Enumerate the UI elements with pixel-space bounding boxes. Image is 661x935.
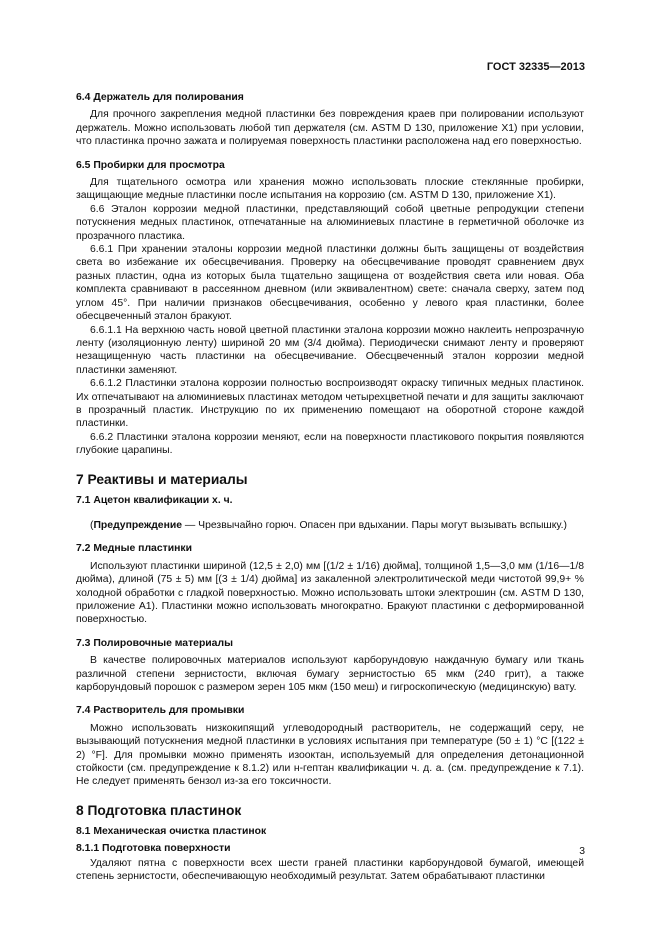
section-7-2-title: 7.2 Медные пластинки <box>76 543 192 555</box>
paragraph: Для прочного закрепления медной пластинки без повреждения краев при полировании используют держатель. Можно использовать любой тип держателя (см. ASTM D 130, приложение X1) при условии, что пластинка прочно зажата и полируемая поверхность пластинки расположена над его поверхностью. <box>76 109 584 148</box>
paragraph: В качестве полировочных материалов используют карборундовую наждачную бумагу или ткань различной степени зернистости, включая бумагу зернистостью 65 мкм (240 грит), а также карборундовый порошок с размером зерен 105 мкм (150 меш) и гигроскопическую (медицинскую) вату. <box>76 655 584 694</box>
paragraph: 6.6.1.2 Пластинки эталона коррозии полностью воспроизводят окраску типичных медных пластинок. Их отпечатывают на алюминиевых пластинах методом четырехцветной печати и для защиты заключают в прозрачный пластик. Инструкцию по их применению помещают на оборотной стороне каждой пластинки. <box>76 378 584 430</box>
warning-text: — Чрезвычайно горюч. Опасен при вдыхании. Пары могут вызывать вспышку.) <box>182 519 567 531</box>
paragraph: Используют пластинки шириной (12,5 ± 2,0) мм [(1/2 ± 1/16) дюйма], толщиной 1,5—3,0 мм (1/16—1/8 дюйма), длиной (75 ± 5) мм [(3 ± 1/4) дюйма] из закаленной электролитической меди чистотой 99,9+ % холодной обработки с гладкой поверхностью. Можно использовать штоки электрошин (см. ASTM D 130, приложение А1). Пластинки можно использовать многократно. Бракуют пластинки с деформированной поверхностью. <box>76 560 584 626</box>
section-7-title: 7 Реактивы и материалы <box>76 471 248 487</box>
warning-label: Предупреждение <box>93 519 183 531</box>
paragraph: Для тщательного осмотра или хранения можно использовать плоские стеклянные пробирки, защищающие медные пластинки после испытания на коррозию (см. ASTM D 130, приложение X1). <box>76 177 584 202</box>
warning-paragraph <box>76 519 584 532</box>
section-7-1-title: 7.1 Ацетон квалификации х. ч. <box>76 494 233 506</box>
section-7-3-title: 7.3 Полировочные материалы <box>76 637 233 649</box>
section-8-title: 8 Подготовка пластинок <box>76 802 242 818</box>
section-7-4-title: 7.4 Растворитель для промывки <box>76 705 245 717</box>
document-body <box>76 91 584 884</box>
paragraph: Можно использовать низкокипящий углеводородный растворитель, не содержащий серу, не вызывающий потускнения медной пластинки в условиях испытания при температуре (50 ± 1) °С [(122 ± 2) °F]. Для промывки можно применять изооктан, используемый для определения детонационной стойкости (см. предупреждение к 8.1.2) или н-гептан квалификации ч. д. а. (см. предупреждение к 7.1). Не следует применять бензол из-за его токсичности. <box>76 722 584 788</box>
standard-header: ГОСТ 32335—2013 <box>486 61 585 73</box>
warning-open: ( <box>90 519 94 531</box>
section-6-5-title: 6.5 Пробирки для просмотра <box>76 159 225 171</box>
paragraph: 6.6.1.1 На верхнюю часть новой цветной пластинки эталона коррозии можно наклеить непрозрачную ленту (изоляционную ленту) шириной 20 мм (3/4 дюйма). Периодически снимают ленту и проверяют незащищенную часть пластинки на обесцвечивание. Обесцвеченный эталон коррозии медной пластинки заменяют. <box>76 324 584 376</box>
paragraph: 6.6.2 Пластинки эталона коррозии меняют, если на поверхности пластикового покрытия появляются глубокие царапины. <box>76 431 584 457</box>
section-8-1-title: 8.1 Механическая очистка пластинок <box>76 825 267 837</box>
section-6-4-title: 6.4 Держатель для полирования <box>76 92 244 103</box>
paragraph: 6.6.1 При хранении эталоны коррозии медной пластинки должны быть защищены от воздействия света во избежание их обесцвечивания. Проверку на обесцвечивание проводят сравнением двух разных пластин, одна из которых была тщательно защищена от воздействия света или новая. Оба комплекта сравнивают в рассеянном дневном (или эквивалентном) свете: сначала сверху, затем под углом 45°. При наличии признаков обесцвечивания, особенно у левого края пластинки, более обесцвеченный эталон бракуют. <box>76 244 584 323</box>
section-8-1-1-title: 8.1.1 Подготовка поверхности <box>76 843 231 855</box>
page-number: 3 <box>579 846 585 857</box>
paragraph: 6.6 Эталон коррозии медной пластинки, представляющий собой цветные репродукции степени потускнения медных пластинок, отпечатанные на алюминиевых пластине в герметичной оболочке из прозрачного пластика. <box>76 203 584 242</box>
paragraph: Удаляют пятна с поверхности всех шести граней пластинки карборундовой бумагой, имеющей степень зернистости, обеспечивающую необходимый результат. Затем обрабатывают пластинки <box>76 857 584 883</box>
